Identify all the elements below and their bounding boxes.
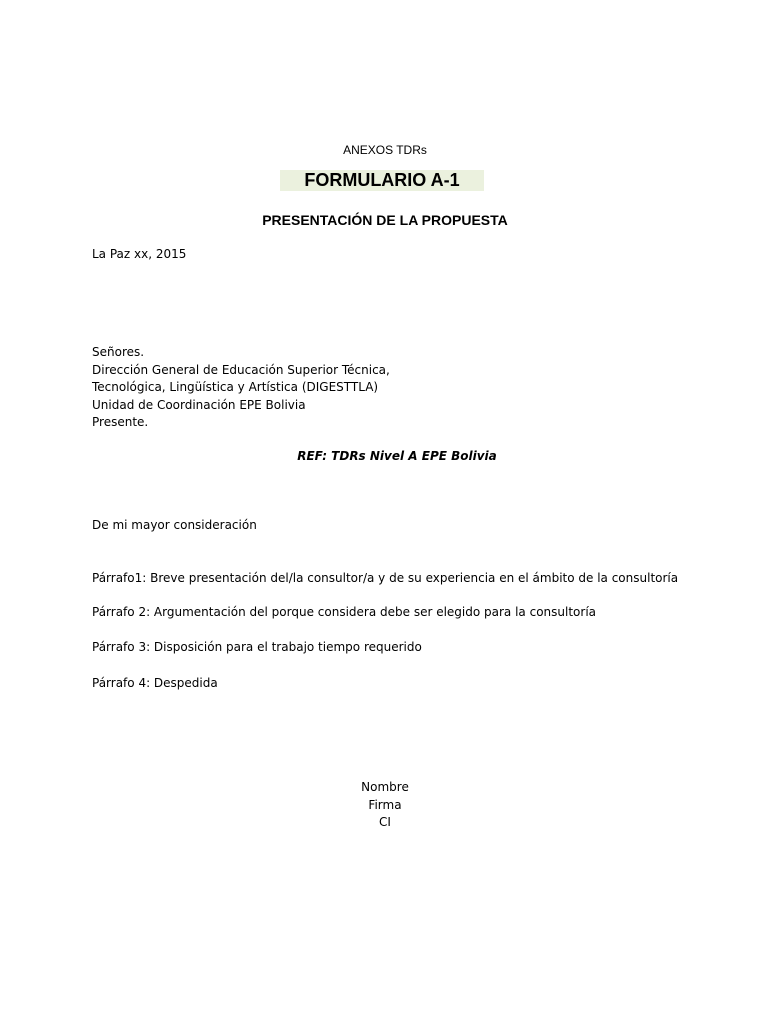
date-line: La Paz xx, 2015 [92,247,187,261]
paragraph-1: Párrafo1: Breve presentación del/la consultor/a y de su experiencia en el ámbito de la consultoría [92,571,679,585]
salutation: De mi mayor consideración [92,518,257,532]
address-line: Señores. [92,345,145,359]
signature-name: Nombre [361,780,409,794]
signature-block [0,779,768,832]
address-line: Unidad de Coordinación EPE Bolivia [92,397,306,412]
paragraph-2: Párrafo 2: Argumentación del porque considera debe ser elegido para la consultoría [92,605,596,619]
signature-ci: CI [379,815,391,829]
form-title: FORMULARIO A-1 [280,170,484,191]
address-block [92,344,390,432]
address-line: Dirección General de Educación Superior Técnica, [92,362,390,377]
reference-line: REF: TDRs Nivel A EPE Bolivia [297,449,497,463]
paragraph-3: Párrafo 3: Disposición para el trabajo tiempo requerido [92,640,422,654]
signature-firma: Firma [368,797,402,812]
address-line: Tecnológica, Lingüística y Artística (DIGESTTLA) [92,380,379,394]
address-line: Presente. [92,415,149,429]
annex-label: ANEXOS TDRs [343,143,427,157]
paragraph-4: Párrafo 4: Despedida [92,676,218,690]
document-subtitle: PRESENTACIÓN DE LA PROPUESTA [262,212,508,228]
